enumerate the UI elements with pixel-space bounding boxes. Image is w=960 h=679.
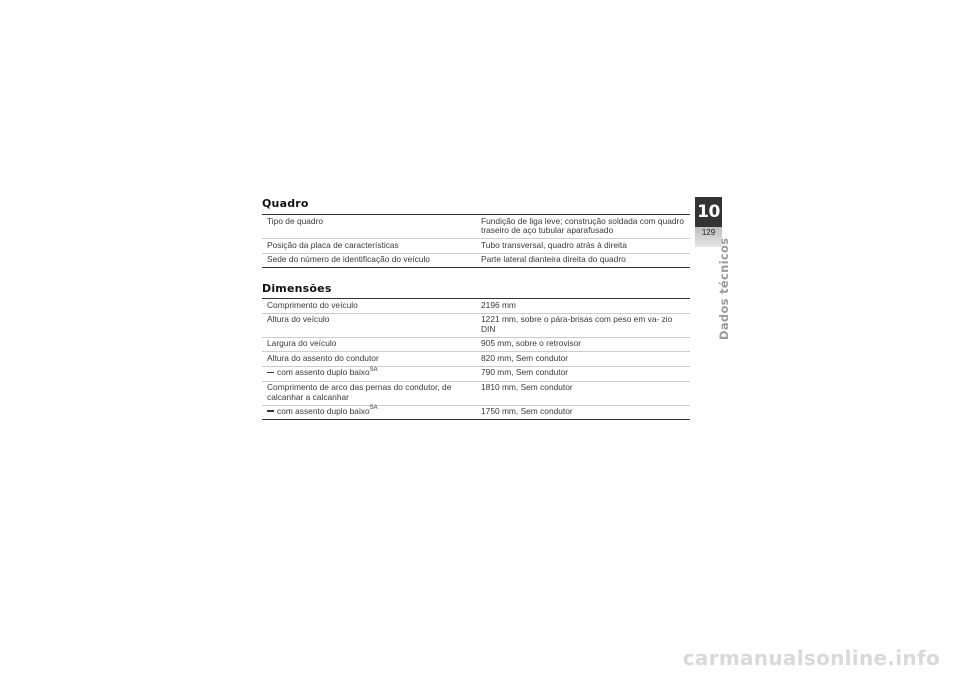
spec-value: 820 mm, Sem condutor xyxy=(476,352,690,367)
table-row xyxy=(262,215,690,239)
optional-equipment-marker: SA xyxy=(369,405,378,412)
spec-label: Comprimento de arco das pernas do condutor, de calcanhar a calcanhar xyxy=(262,381,476,405)
chapter-side-title: Dados técnicos xyxy=(717,237,731,340)
spec-value: 905 mm, sobre o retrovisor xyxy=(476,337,690,352)
table-row xyxy=(262,366,690,381)
spec-label: Altura do assento do condutor xyxy=(262,352,476,367)
spec-label-text: com assento duplo baixo xyxy=(277,406,370,417)
spec-label: Comprimento do veículo xyxy=(262,299,476,314)
spec-value: Parte lateral dianteira direita do quadro xyxy=(476,253,690,268)
table-row xyxy=(262,405,690,420)
spec-value: 790 mm, Sem condutor xyxy=(476,366,690,381)
spec-label: Altura do veículo xyxy=(262,313,476,337)
table-row xyxy=(262,239,690,254)
spec-label: Posição da placa de características xyxy=(262,239,476,254)
watermark: carmanualsonline.info xyxy=(682,646,940,670)
quadro-spec-table xyxy=(262,214,690,268)
spec-value: Fundição de liga leve; construção soldada com quadro traseiro de aço tubular aparafusado xyxy=(476,215,690,239)
spec-value xyxy=(476,313,690,337)
table-row xyxy=(262,313,690,337)
spec-value: 2196 mm xyxy=(476,299,690,314)
dash-icon xyxy=(267,410,274,411)
spec-label: Tipo de quadro xyxy=(262,215,476,239)
table-row xyxy=(262,337,690,352)
spec-label xyxy=(262,405,476,420)
optional-equipment-marker: SA xyxy=(369,366,378,373)
dimensoes-spec-table xyxy=(262,298,690,420)
section-title-dimensoes: Dimensões xyxy=(262,282,332,295)
spec-label xyxy=(262,366,476,381)
spec-value: 1810 mm, Sem condutor xyxy=(476,381,690,405)
page-number: 129 xyxy=(695,227,722,247)
chapter-number-tab: 10 xyxy=(695,197,722,227)
spec-value: 1750 mm, Sem condutor xyxy=(476,405,690,420)
spec-value-text: 1221 mm, sobre o pára-brisas com peso em va- zio DIN xyxy=(481,314,673,334)
table-row xyxy=(262,381,690,405)
section-title-quadro: Quadro xyxy=(262,197,309,210)
spec-value: Tubo transversal, quadro atrás à direita xyxy=(476,239,690,254)
table-row xyxy=(262,253,690,268)
dash-icon xyxy=(267,372,274,373)
spec-label: Largura do veículo xyxy=(262,337,476,352)
table-row xyxy=(262,352,690,367)
spec-label: Sede do número de identificação do veículo xyxy=(262,253,476,268)
spec-label-text: com assento duplo baixo xyxy=(277,367,370,378)
table-row xyxy=(262,299,690,314)
